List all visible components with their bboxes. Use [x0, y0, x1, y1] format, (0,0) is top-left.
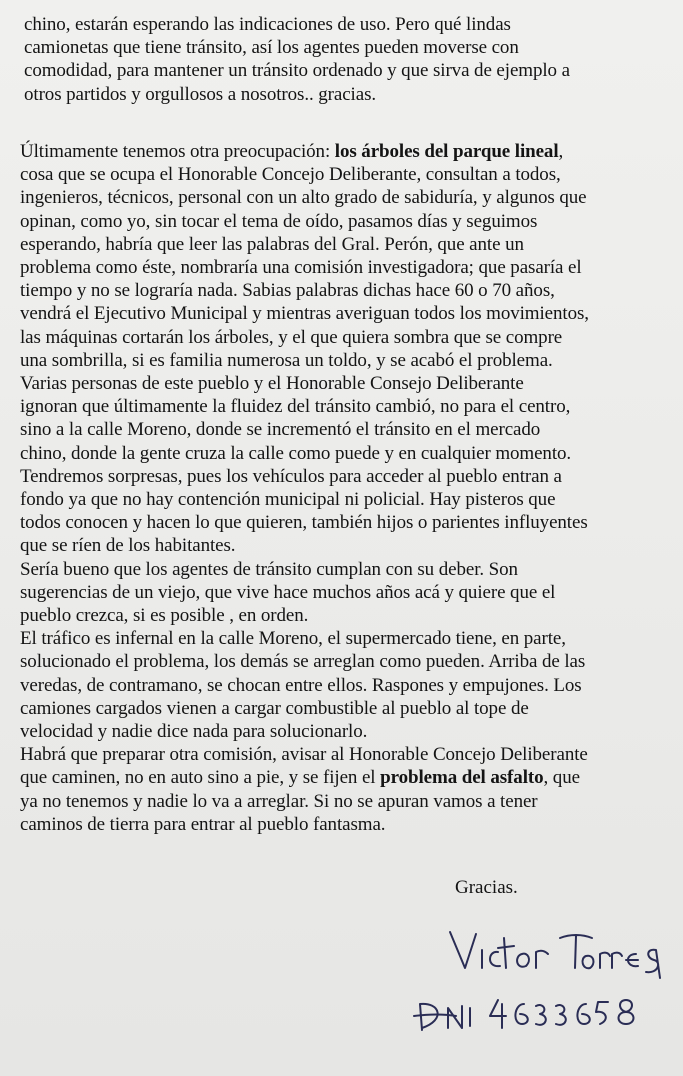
text-line: que se ríen de los habitantes.: [20, 535, 236, 557]
signature-stroke: [517, 954, 529, 967]
signature-stroke: [536, 1005, 546, 1025]
text-line: tiempo y no se lograría nada. Sabias palabras dichas hace 60 o 70 años,: [20, 280, 555, 302]
text-line: fondo ya que no hay contención municipal ni policial. Hay pisteros que: [20, 489, 556, 510]
signature-stroke: [556, 1005, 566, 1025]
text-line: esperando, habría que leer las palabras del Gral. Perón, que ante un: [20, 233, 524, 255]
text-line: solucionado el problema, los demás se arreglan como pueden. Arriba de las: [20, 651, 586, 673]
text-line: sugerencias de un viejo, que vive hace muchos años acá y quiere que el: [20, 581, 556, 603]
signature-stroke: [646, 950, 660, 978]
text-line: [20, 141, 563, 163]
signature-stroke: [583, 956, 594, 968]
text-line: Tendremos sorpresas, pues los vehículos para acceder al pueblo entran a: [20, 465, 562, 487]
text-line: caminos de tierra para entrar al pueblo fantasma.: [20, 813, 386, 835]
signature-stroke: [626, 954, 638, 966]
signature-stroke: [536, 951, 548, 968]
text-span: ,: [558, 141, 564, 162]
signature-stroke: [515, 1004, 527, 1024]
text-line: una sombrilla, si es familia numerosa un toldo, y se acabó el problema.: [20, 349, 553, 371]
text-line: camionetas que tiene tránsito, así los agentes pueden moverse con: [24, 37, 519, 59]
text-line: velocidad y nadie dice nada para solucionarlo.: [20, 721, 368, 742]
text-line: El tráfico es infernal en la calle Moreno, el supermercado tiene, en parte,: [20, 628, 566, 650]
text-line: [20, 744, 588, 766]
text-line: todos conocen y hacen lo que quieren, también hijos o parientes influyentes: [20, 512, 588, 534]
signature-stroke: [414, 1015, 456, 1017]
signature-stroke: [560, 935, 592, 968]
signature-stroke: [420, 1004, 438, 1030]
text-line: ingenieros, técnicos, personal con un alto grado de sabiduría, y algunos que: [20, 187, 587, 209]
text-span: Habrá que preparar otra comisión, avisar al Honorable Concejo Deliberante: [20, 744, 588, 766]
bold-emphasis: los árboles del parque lineal: [334, 141, 559, 162]
text-span: que caminen, no en auto sino a pie, y se fijen el: [20, 767, 381, 789]
signature-stroke: [490, 1000, 506, 1028]
bold-emphasis: problema del asfalto: [380, 767, 544, 789]
signature-stroke: [612, 953, 622, 968]
signature-stroke: [600, 953, 610, 968]
text-line: las máquinas cortarán los árboles, y el que quiera sombra que se compre: [20, 326, 563, 348]
text-line: [20, 767, 580, 789]
text-line: cosa que se ocupa el Honorable Concejo Deliberante, consultan a todos,: [20, 164, 561, 186]
signature-stroke: [619, 1000, 634, 1024]
text-line: chino, donde la gente cruza la calle como puede y en cualquier momento.: [20, 442, 572, 464]
signature-stroke: [498, 938, 514, 968]
text-line: Sería bueno que los agentes de tránsito cumplan con su deber. Son: [20, 558, 518, 580]
signature-stroke: [490, 952, 500, 966]
signature-stroke: [577, 1004, 589, 1024]
text-span: Últimamente tenemos otra preocupación:: [20, 141, 335, 162]
signature-stroke: [596, 1002, 608, 1024]
text-line: Varias personas de este pueblo y el Honorable Consejo Deliberante: [20, 373, 524, 394]
text-line: opinan, como yo, sin tocar el tema de oído, pasamos días y seguimos: [20, 210, 538, 232]
text-line: comodidad, para mantener un tránsito ordenado y que sirva de ejemplo a: [24, 60, 570, 82]
signature-stroke: [450, 932, 476, 968]
text-line: pueblo crezca, si es posible , en orden.: [20, 605, 309, 626]
text-line: vendrá el Ejecutivo Municipal y mientras averiguan todos los movimientos,: [20, 303, 589, 325]
handwritten-signature: [410, 920, 670, 1040]
text-line: problema como éste, nombraría una comisión investigadora; que pasaría el: [20, 257, 582, 278]
text-line: otros partidos y orgullosos a nosotros.. gracias.: [24, 83, 377, 105]
text-line: chino, estarán esperando las indicaciones de uso. Pero qué lindas: [24, 14, 511, 35]
text-line: ignoran que últimamente la fluidez del tránsito cambió, no para el centro,: [20, 396, 571, 418]
text-line: ya no tenemos y nadie lo va a arreglar. Si no se apuran vamos a tener: [20, 790, 538, 812]
signature-stroke: [448, 1006, 462, 1028]
text-span: , que: [543, 767, 580, 789]
text-line: camiones cargados vienen a cargar combustible al pueblo al tope de: [20, 697, 529, 719]
text-line: veredas, de contramano, se chocan entre ellos. Raspones y empujones. Los: [20, 674, 582, 696]
text-line: sino a la calle Moreno, donde se incrementó el tránsito en el mercado: [20, 419, 541, 441]
closing-text: Gracias.: [455, 877, 518, 898]
